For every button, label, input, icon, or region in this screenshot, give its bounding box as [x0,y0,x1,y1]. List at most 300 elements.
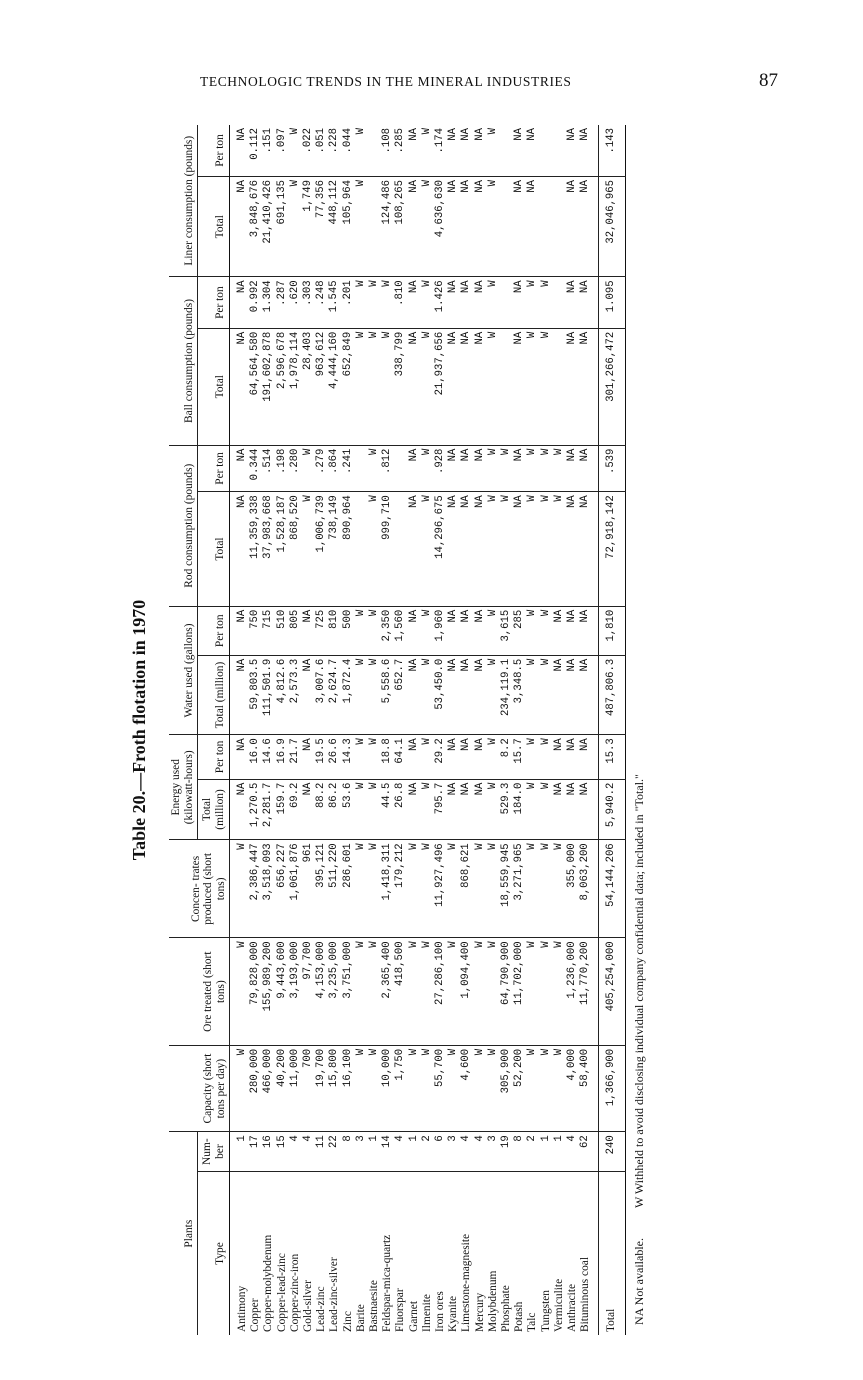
table-cell: W [540,445,553,492]
table-cell: 44.5 [381,779,394,840]
table-cell: W [540,938,553,1045]
table-cell: 1 [368,1132,381,1172]
froth-flotation-table [169,125,627,1335]
table-cell: 4 [566,1132,579,1172]
table-cell: W [421,328,434,445]
table-cell: NA [447,328,460,445]
row-type-cell: Talc [526,1312,539,1332]
table-cell: .201 [342,277,355,328]
table-cell: NA [474,655,487,734]
table-cell: W [421,735,434,779]
table-cell: W [408,938,421,1045]
table-cell: 529.3 [500,779,513,840]
table-cell: .287 [276,277,289,328]
col-header-rod-total: Total [198,492,230,606]
table-row [500,125,513,1335]
table-cell: NA [447,492,460,606]
table-cell: NA [526,125,539,177]
table-cell: .198 [276,445,289,492]
table-cell: W [526,606,539,655]
table-cell: W [487,177,500,277]
table-cell: W [447,1045,460,1131]
table-cell: W [368,938,381,1045]
table-cell: NA [513,328,526,445]
table-cell: 8 [342,1132,355,1172]
table-cell: NA [474,177,487,277]
table-cell: 86.2 [328,779,341,840]
table-cell: NA [230,735,250,779]
table-cell: 191,602,878 [262,328,275,445]
table-cell: W [500,445,513,492]
table-cell: 15,800 [328,1045,341,1131]
table-cell: 28,403 [302,328,315,445]
table-cell [355,492,368,606]
table-cell [553,177,566,277]
table-cell: 159.7 [276,779,289,840]
table-cell: .514 [262,445,275,492]
table-cell: W [526,779,539,840]
table-cell: W [526,735,539,779]
table-cell: W [474,938,487,1045]
table-cell: W [553,445,566,492]
table-cell: W [487,655,500,734]
table-row [289,125,302,1335]
table-cell: W [381,328,394,445]
col-header-ball-total: Total [198,328,230,445]
table-cell: W [487,277,500,328]
table-cell [553,125,566,177]
table-cell: 11,770,200 [579,938,599,1045]
table-cell: 77,356 [315,177,328,277]
table-cell: NA [579,177,599,277]
table-cell: .051 [315,125,328,177]
row-type-cell: Garnet [407,1301,420,1332]
table-cell: 1,006,739 [315,492,328,606]
table-cell: 97,700 [302,938,315,1045]
group-header-rod: Rod consumption (pounds) [169,445,198,606]
table-cell [500,177,513,277]
row-type-cell: Antimony [236,1285,248,1332]
total-cell: 5,940.2 [599,779,625,840]
table-row [553,125,566,1335]
table-row [355,125,368,1335]
table-cell: 4,444,160 [328,328,341,445]
table-cell [500,125,513,177]
table-cell: NA [447,606,460,655]
row-type-cell: Potash [513,1301,526,1332]
table-cell [540,125,553,177]
table-cell: 418,500 [394,938,407,1045]
table-cell: 3 [355,1132,368,1172]
table-cell: W [230,840,250,938]
table-cell: W [368,492,381,606]
table-cell: 4,812.6 [276,655,289,734]
table-cell: 16,100 [342,1045,355,1131]
table-cell: .928 [434,445,447,492]
table-cell: 11,927,496 [434,840,447,938]
table-cell: 285 [513,606,526,655]
table-cell: W [355,735,368,779]
row-type-cell: Mercury [473,1292,486,1332]
table-row [368,125,381,1335]
table-cell: NA [302,606,315,655]
table-cell: W [487,840,500,938]
table-cell: 19 [500,1132,513,1172]
table-cell: W [540,735,553,779]
table-cell: W [421,840,434,938]
table-cell: 1,750 [394,1045,407,1131]
table-cell: W [553,1045,566,1131]
table-cell: 79,828,000 [249,938,262,1045]
table-cell: NA [460,606,473,655]
row-type-cell: Copper [249,1298,262,1332]
table-cell: 1,960 [434,606,447,655]
table-cell: 15.7 [513,735,526,779]
table-cell: 0.344 [249,445,262,492]
table-cell: W [487,606,500,655]
table-cell: NA [566,445,579,492]
table-cell: NA [447,125,460,177]
total-cell: 1,810 [599,606,625,655]
table-cell: NA [553,735,566,779]
table-cell: 4,636,630 [434,177,447,277]
table-cell: 27,286,100 [434,938,447,1045]
table-cell: W [368,277,381,328]
table-cell: W [540,492,553,606]
table-cell: NA [460,277,473,328]
table-cell: 18,559,945 [500,840,513,938]
row-type-cell: Tungsten [539,1290,552,1332]
table-cell: 652,849 [342,328,355,445]
table-cell: NA [460,177,473,277]
table-cell: 715 [262,606,275,655]
table-cell: 4 [302,1132,315,1172]
table-cell: 4,000 [566,1045,579,1131]
total-cell: 72,918,142 [599,492,625,606]
table-cell: W [447,938,460,1045]
table-cell: 64.1 [394,735,407,779]
table-end-rule [625,125,627,1335]
col-header-ore-treated: Ore treated (short tons) [169,938,230,1045]
table-cell: 18.8 [381,735,394,779]
table-cell: W [289,125,302,177]
table-cell: 8 [513,1132,526,1172]
table-cell: 999,710 [381,492,394,606]
row-type-cell: Bastnaesite [368,1280,381,1332]
table-cell: .097 [276,125,289,177]
table-cell: 16 [262,1132,275,1172]
table-cell: 0.112 [249,125,262,177]
table-cell: 21,937,656 [434,328,447,445]
table-body [230,125,627,1335]
table-cell: 9,443,600 [276,938,289,1045]
table-row [394,125,407,1335]
table-caption: Table 20.—Froth flotation in 1970 [129,599,149,861]
table-cell: 280,000 [249,1045,262,1131]
table-cell: NA [474,735,487,779]
table-cell: 395,121 [315,840,328,938]
table-cell: 15 [276,1132,289,1172]
row-type-cell: Limestone-magnesite [460,1233,473,1332]
table-cell: NA [553,655,566,734]
table-cell: W [487,328,500,445]
table-cell: NA [302,779,315,840]
table-cell: NA [474,328,487,445]
table-cell: W [408,840,421,938]
table-cell: NA [513,277,526,328]
table-cell: 14.3 [342,735,355,779]
table-cell: 11,702,000 [513,938,526,1045]
table-cell: .108 [381,125,394,177]
row-type-cell: Copper-lead-zinc [275,1253,288,1332]
table-cell: 124,486 [381,177,394,277]
table-cell: 3,193,000 [289,938,302,1045]
table-cell: 1.304 [262,277,275,328]
table-cell: 29.2 [434,735,447,779]
table-cell: 1,094,400 [460,938,473,1045]
table-cell: 16.0 [249,735,262,779]
table-cell [500,328,513,445]
table-cell: W [355,177,368,277]
group-header-energy: Energy used (kilowatt-hours) [169,735,198,840]
table-cell: W [553,840,566,938]
table-cell: NA [408,606,421,655]
table-cell: NA [408,655,421,734]
table-cell: W [368,779,381,840]
table-cell: W [302,492,315,606]
col-header-concentrates: Concen- trates produced (short tons) [169,840,230,938]
table-cell: W [526,492,539,606]
row-type-cell: Zinc [341,1311,354,1332]
table-row [474,125,487,1335]
table-cell: .285 [394,125,407,177]
table-cell: 111,501.9 [262,655,275,734]
table-cell: NA [513,177,526,277]
row-type-cell: Iron ores [434,1291,447,1332]
col-header-water-per-ton: Per ton [198,606,230,655]
table-cell: NA [460,125,473,177]
table-row [342,125,355,1335]
table-cell: 4 [394,1132,407,1172]
table-cell: 1,872.4 [342,655,355,734]
total-label: Total [599,1172,625,1336]
table-cell: 355,000 [566,840,579,938]
row-type-cell: Gold-silver [302,1280,315,1332]
table-cell [368,125,381,177]
table-cell: W [368,328,381,445]
table-cell: 3,518,093 [262,840,275,938]
table-cell: 1.545 [328,277,341,328]
table-cell: W [368,606,381,655]
table-cell: 3,348.5 [513,655,526,734]
table-cell: W [526,328,539,445]
table-cell: NA [408,492,421,606]
table-cell: NA [230,779,250,840]
row-type-cell: Ilmenite [420,1294,433,1332]
table-cell: NA [566,779,579,840]
table-cell: NA [447,735,460,779]
table-cell: NA [474,445,487,492]
running-title: TECHNOLOGIC TRENDS IN THE MINERAL INDUSTRIES [200,74,572,89]
table-cell: .174 [434,125,447,177]
table-cell: 795.7 [434,779,447,840]
table-cell: 17 [249,1132,262,1172]
table-cell: 4 [289,1132,302,1172]
table-cell: 2,281.7 [262,779,275,840]
table-cell: NA [579,655,599,734]
table-cell: NA [230,655,250,734]
table-cell [394,445,407,492]
table-cell: W [487,735,500,779]
table-cell: W [526,1045,539,1131]
table-cell: 2,596,678 [276,328,289,445]
table-cell: W [553,492,566,606]
table-cell: NA [474,125,487,177]
table-cell: NA [408,328,421,445]
table-cell: W [487,1045,500,1131]
table-cell: 1,418,311 [381,840,394,938]
table-cell: 3 [487,1132,500,1172]
table-cell [540,177,553,277]
table-cell: W [421,938,434,1045]
table-cell: 64,790,900 [500,938,513,1045]
table-cell: 16.9 [276,735,289,779]
table-cell: W [487,445,500,492]
table-cell: NA [230,328,250,445]
row-type-cell: Copper-molybdenum [262,1234,275,1332]
table-cell: 725 [315,606,328,655]
table-cell: NA [408,177,421,277]
table-cell: 8,063,200 [579,840,599,938]
table-cell: W [289,177,302,277]
table-cell [394,492,407,606]
table-cell: 59,803.5 [249,655,262,734]
table-cell: NA [230,606,250,655]
table-cell: W [540,779,553,840]
table-cell: NA [566,492,579,606]
table-cell: NA [230,125,250,177]
table-cell: 700 [302,1045,315,1131]
running-head [0,70,863,96]
table-row [434,125,447,1335]
table-row [249,125,262,1335]
table-cell: 4,600 [460,1045,473,1131]
table-cell: W [368,445,381,492]
total-cell: 487,806.3 [599,655,625,734]
table-row [408,125,421,1335]
table-cell: .620 [289,277,302,328]
table-cell: W [421,492,434,606]
table-cell: .810 [394,277,407,328]
table-row [381,125,394,1335]
table-cell: 26.6 [328,735,341,779]
table-cell: 1,560 [394,606,407,655]
table-cell: 62 [579,1132,599,1172]
table-cell: 890,964 [342,492,355,606]
table-cell: NA [579,277,599,328]
table-cell: W [230,1045,250,1131]
table-cell: W [553,938,566,1045]
table-cell [355,445,368,492]
table-cell: W [355,125,368,177]
table-cell: 448,112 [328,177,341,277]
table-cell: W [540,1045,553,1131]
table-cell: NA [566,606,579,655]
table-cell: NA [460,328,473,445]
table-cell: NA [566,125,579,177]
table-cell: 64,564,580 [249,328,262,445]
table-cell: W [474,1045,487,1131]
total-cell: 405,254,000 [599,938,625,1045]
table-cell: 1,236,000 [566,938,579,1045]
table-cell: .241 [342,445,355,492]
col-header-energy-total: Total (million) [198,779,230,840]
table-cell: 738,149 [328,492,341,606]
table-cell: W [540,606,553,655]
table-cell: 179,212 [394,840,407,938]
total-cell: 1.095 [599,277,625,328]
table-cell: W [368,840,381,938]
col-header-rod-per-ton: Per ton [198,445,230,492]
table-cell: 19.5 [315,735,328,779]
table-cell: W [355,655,368,734]
table-cell: 750 [249,606,262,655]
table-cell: NA [230,445,250,492]
table-cell: 1 [230,1132,250,1172]
table-cell: 868,520 [289,492,302,606]
table-cell: NA [579,606,599,655]
table-cell: NA [579,492,599,606]
table-cell: 0.992 [249,277,262,328]
table-cell: .812 [381,445,394,492]
footnotes [631,145,647,1325]
table-cell: 53,450.0 [434,655,447,734]
table-row [487,125,500,1335]
table-cell: NA [460,779,473,840]
table-cell: 2,624.7 [328,655,341,734]
table-cell: NA [447,445,460,492]
table-cell: 1,528,187 [276,492,289,606]
table-cell: .279 [315,445,328,492]
table-cell: 3,235,000 [328,938,341,1045]
table-cell: .280 [289,445,302,492]
table-cell: 10,000 [381,1045,394,1131]
table-cell: NA [460,492,473,606]
table-cell: W [540,277,553,328]
col-header-energy-per-ton: Per ton [198,735,230,779]
table-cell: W [408,1045,421,1131]
table-cell: 26.8 [394,779,407,840]
table-cell: 105,964 [342,177,355,277]
table-cell: 5,558.6 [381,655,394,734]
table-cell: 6 [434,1132,447,1172]
table-cell: 1 [553,1132,566,1172]
table-cell: NA [579,125,599,177]
row-type-cell: Molybdenum [486,1270,499,1332]
table-cell: W [474,840,487,938]
table-cell: NA [460,655,473,734]
table-cell: W [368,735,381,779]
table-cell: NA [447,277,460,328]
col-header-liner-total: Total [198,177,230,277]
table-end-rule-cell [625,125,627,1335]
table-cell: 2,365,400 [381,938,394,1045]
table-cell: 11 [315,1132,328,1172]
group-header-water: Water used (gallons) [169,606,198,734]
col-header-type: Type [198,1172,230,1336]
table-cell: W [368,1045,381,1131]
table-cell: NA [230,177,250,277]
